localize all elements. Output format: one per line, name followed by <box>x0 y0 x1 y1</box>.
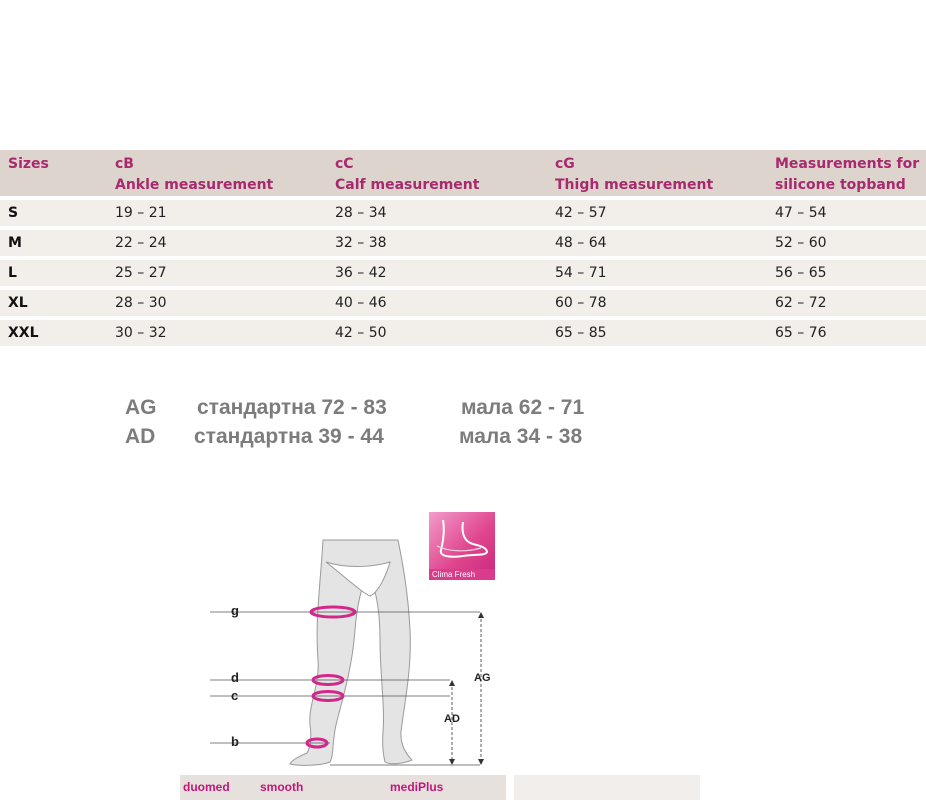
thigh-cell: 65 – 85 <box>555 325 607 341</box>
leg-label-c: c <box>231 688 239 703</box>
topband-cell: 52 – 60 <box>775 235 827 251</box>
topband-cell: 56 – 65 <box>775 265 827 281</box>
leg-label-g: g <box>231 603 239 618</box>
calf-cell: 32 – 38 <box>335 235 387 251</box>
ankle-cell: 19 – 21 <box>115 205 167 221</box>
header-sizes: Sizes <box>8 156 49 172</box>
size-cell: M <box>8 235 22 251</box>
measurement-diagram <box>180 510 700 800</box>
length-short-ag: мала 62 - 71 <box>461 396 585 419</box>
table-row <box>0 200 926 226</box>
leg-label-d: d <box>231 670 239 685</box>
size-cell: XL <box>8 295 28 311</box>
calf-cell: 40 – 46 <box>335 295 387 311</box>
header-topband: Measurements for silicone topband <box>775 156 920 193</box>
leg-label-b: b <box>231 734 239 749</box>
dim-label-ag: AG <box>474 672 491 684</box>
calf-cell: 28 – 34 <box>335 205 387 221</box>
brand-mediplus: mediPlus <box>390 780 444 794</box>
table-row <box>0 230 926 256</box>
thigh-cell: 60 – 78 <box>555 295 607 311</box>
length-standard-ad: стандартна 39 - 44 <box>194 425 384 448</box>
ankle-cell: 30 – 32 <box>115 325 167 341</box>
thigh-cell: 54 – 71 <box>555 265 607 281</box>
length-code-ag: AG <box>125 396 157 419</box>
thigh-cell: 42 – 57 <box>555 205 607 221</box>
size-cell: S <box>8 205 19 221</box>
clima-fresh-badge <box>429 512 495 580</box>
calf-cell: 42 – 50 <box>335 325 387 341</box>
calf-cell: 36 – 42 <box>335 265 387 281</box>
size-table-header <box>0 150 926 196</box>
ankle-cell: 22 – 24 <box>115 235 167 251</box>
length-code-ad: AD <box>125 425 156 448</box>
length-short-ad: мала 34 - 38 <box>459 425 583 448</box>
size-cell: L <box>8 265 17 281</box>
thigh-cell: 48 – 64 <box>555 235 607 251</box>
badge-caption: Clima Fresh <box>429 569 495 580</box>
header-thigh: cG Thigh measurement <box>555 156 714 193</box>
ankle-cell: 25 – 27 <box>115 265 167 281</box>
ankle-cell: 28 – 30 <box>115 295 167 311</box>
table-row <box>0 260 926 286</box>
topband-cell: 65 – 76 <box>775 325 827 341</box>
brand-bar-right <box>514 775 700 800</box>
table-row <box>0 290 926 316</box>
length-standard-ag: стандартна 72 - 83 <box>197 396 387 419</box>
foot-icon <box>429 512 495 569</box>
size-table <box>0 150 926 346</box>
header-calf: cC Calf measurement <box>335 156 480 193</box>
header-ankle: cB Ankle measurement <box>115 156 274 193</box>
topband-cell: 47 – 54 <box>775 205 827 221</box>
brand-duomed: duomed <box>183 780 230 794</box>
table-row <box>0 320 926 346</box>
brand-smooth: smooth <box>260 780 304 794</box>
dim-label-ad: AD <box>444 713 460 725</box>
topband-cell: 62 – 72 <box>775 295 827 311</box>
size-cell: XXL <box>8 325 39 341</box>
